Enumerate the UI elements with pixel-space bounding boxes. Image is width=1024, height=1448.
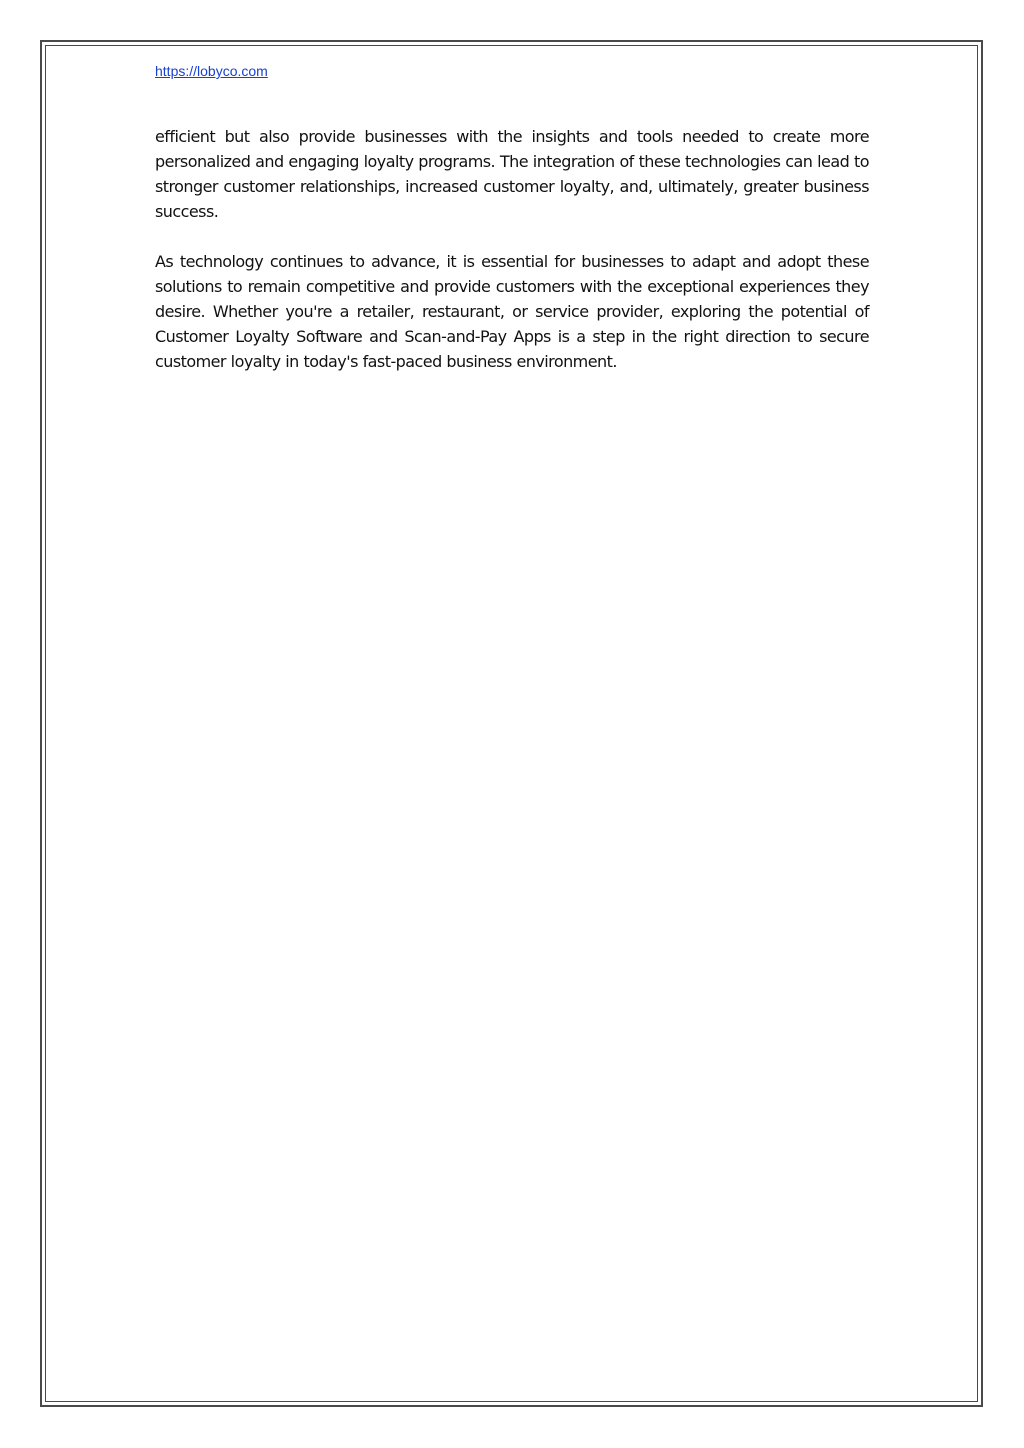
- paragraph-1: efficient but also provide businesses with the insights and tools needed to create more personalized and engaging loyalty programs. The integration of these technologies can lead to stronger customer relationships, increased customer loyalty, and, ultimately, greater business success.: [155, 127, 869, 221]
- document-body: [155, 124, 869, 399]
- header-url-link[interactable]: https://lobyco.com: [155, 63, 268, 79]
- paragraph-2: As technology continues to advance, it is essential for businesses to adapt and adopt these solutions to remain competitive and provide customers with the exceptional experiences they desire. Whether you're a retailer, restaurant, or service provider, exploring the potential of Customer Loyalty Software and Scan-and-Pay Apps is a step in the right direction to secure customer loyalty in today's fast-paced business environment.: [155, 252, 869, 371]
